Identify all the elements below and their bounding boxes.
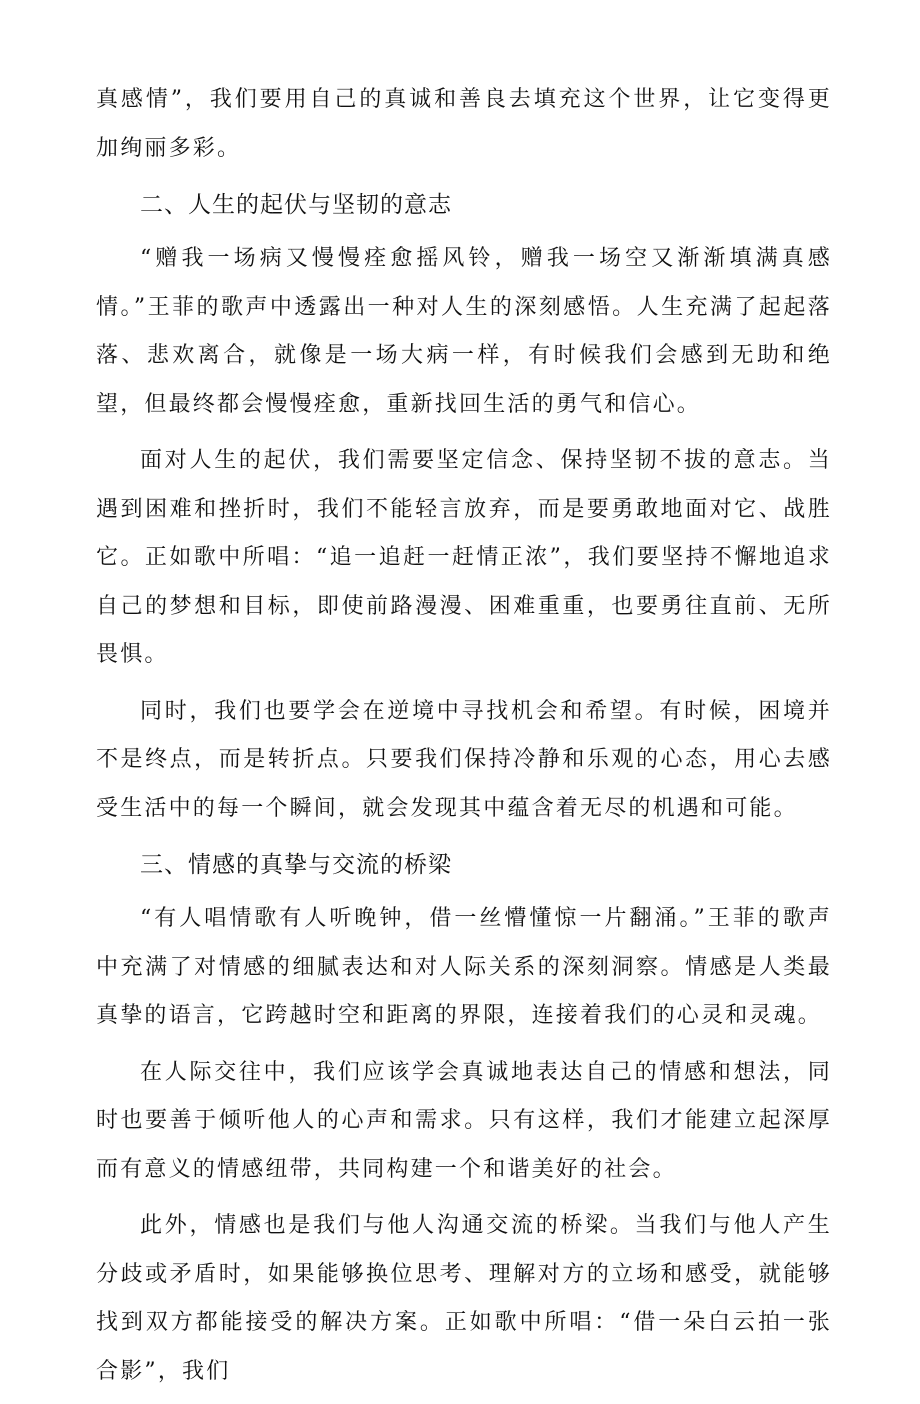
- paragraph: 面对人生的起伏，我们需要坚定信念、保持坚韧不拔的意志。当遇到困难和挫折时，我们不能轻言放弃，而是要勇敢地面对它、战胜它。正如歌中所唱：“追一追赶一赶情正浓”，我们要坚持不懈地追求自己的梦想和目标，即使前路漫漫、困难重重，也要勇往直前、无所畏惧。: [96, 448, 832, 667]
- section-heading-3: 三、情感的真挚与交流的桥梁: [140, 852, 452, 878]
- document-page: [96, 76, 832, 1404]
- paragraph: 在人际交往中，我们应该学会真诚地表达自己的情感和想法，同时也要善于倾听他人的心声和需求。只有这样，我们才能建立起深厚而有意义的情感纽带，共同构建一个和谐美好的社会。: [96, 1059, 832, 1182]
- paragraph: 同时，我们也要学会在逆境中寻找机会和希望。有时候，困境并不是终点，而是转折点。只要我们保持冷静和乐观的心态，用心去感受生活中的每一个瞬间，就会发现其中蕴含着无尽的机遇和可能。: [96, 698, 832, 821]
- section-heading-2: 二、人生的起伏与坚韧的意志: [140, 192, 452, 218]
- paragraph-continuation: 真感情”，我们要用自己的真诚和善良去填充这个世界，让它变得更加绚丽多彩。: [96, 87, 832, 161]
- paragraph: 此外，情感也是我们与他人沟通交流的桥梁。当我们与他人产生分歧或矛盾时，如果能够换位思考、理解对方的立场和感受，就能够找到双方都能接受的解决方案。正如歌中所唱：“借一朵白云拍一张合影”，我们: [96, 1213, 832, 1384]
- paragraph: “有人唱情歌有人听晚钟，借一丝懵懂惊一片翻涌。”王菲的歌声中充满了对情感的细腻表达和对人际关系的深刻洞察。情感是人类最真挚的语言，它跨越时空和距离的界限，连接着我们的心灵和灵魂。: [96, 906, 832, 1028]
- paragraph: “赠我一场病又慢慢痊愈摇风铃，赠我一场空又渐渐填满真感情。”王菲的歌声中透露出一种对人生的深刻感悟。人生充满了起起落落、悲欢离合，就像是一场大病一样，有时候我们会感到无助和绝望，但最终都会慢慢痊愈，重新找回生活的勇气和信心。: [96, 246, 832, 417]
